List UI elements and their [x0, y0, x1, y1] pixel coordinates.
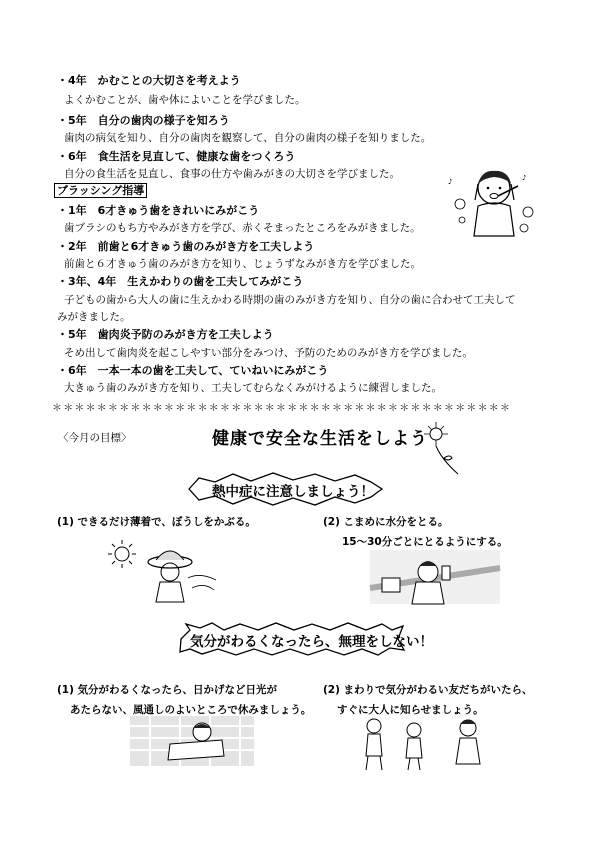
grade-item-heading: ・4年 かむことの大切さを考えよう [57, 74, 241, 87]
monthly-goal-label: 〈今月の目標〉 [58, 432, 132, 444]
brushing-item-body: 大きゅう歯のみがき方を知り、工夫してむらなくみがけるように練習しました。 [64, 382, 442, 394]
brushing-item-body: 子どもの歯から大人の歯に生えかわる時期の歯のみがき方を知り、自分の歯に合わせて工夫して [64, 294, 516, 306]
grade-item-heading: ・6年 食生活を見直して、健康な歯をつくろう [57, 150, 296, 163]
feeling-sick-tip: (1) 気分がわるくなったら、日かげなど日光が [57, 684, 278, 696]
brushing-item-heading: ・6年 一本一本の歯を工夫して、ていねいにみがこう [57, 364, 329, 377]
brushing-item-heading: ・1年 6才きゅう歯をきれいにみがこう [57, 204, 260, 217]
feeling-sick-tip: (2) まわりで気分がわるい友だちがいたら、 [323, 684, 533, 696]
brushing-item-body: 前歯と６才きゅう歯のみがき方を知り、じょうずなみがき方を学びました。 [64, 258, 421, 270]
heatstroke-tip: (1) できるだけ薄着で、ぼうしをかぶる。 [57, 516, 256, 528]
asterisk-separator: ＊＊＊＊＊＊＊＊＊＊＊＊＊＊＊＊＊＊＊＊＊＊＊＊＊＊＊＊＊＊＊＊＊＊＊＊＊＊＊＊＊ [52, 403, 512, 414]
brushing-section-title: ブラッシング指導 [54, 183, 147, 198]
heatstroke-tip: (2) こまめに水分をとる。 [323, 516, 449, 528]
child-resting-illustration [130, 716, 254, 766]
grade-item-body: 歯肉の病気を知り、自分の歯肉を観察して、自分の歯肉の様子を知りました。 [64, 132, 432, 144]
brushing-item-body: そめ出して歯肉炎を起こしやすい部分をみつけ、予防のためのみがき方を学びました。 [64, 347, 473, 359]
svg-text:♪: ♪ [448, 178, 453, 186]
svg-text:♪: ♪ [522, 174, 527, 182]
child-drinking-water-illustration [370, 548, 500, 606]
girl-brushing-illustration [448, 160, 536, 238]
monthly-goal-title: 健康で安全な生活をしよう [212, 429, 428, 449]
brushing-item-heading: ・5年 歯肉炎予防のみがき方を工夫しよう [57, 328, 274, 341]
brushing-item-heading: ・2年 前歯と6才きゅう歯のみがき方を工夫しよう [57, 240, 315, 253]
feeling-sick-tip-cont: すぐに大人に知らせましょう。 [337, 704, 484, 716]
brushing-item-body-cont: みがきました。 [57, 311, 131, 323]
heatstroke-banner-text: 熱中症に注意しましょう！ [212, 484, 374, 500]
brushing-item-heading: ・3年、4年 生えかわりの歯を工夫してみがこう [57, 275, 304, 288]
brushing-item-body: 歯ブラシのもち方やみがき方を学び、赤くそまったところをみがきました。 [64, 222, 421, 234]
grade-item-body: よくかむことが、歯や体によいことを学びました。 [64, 94, 306, 106]
feeling-sick-tip-cont: あたらない、風通しのよいところで休みましょう。 [70, 704, 312, 716]
heatstroke-tip-cont: 15～30分ごとにとるようにする。 [342, 536, 508, 548]
grade-item-heading: ・5年 自分の歯肉の様子を知ろう [57, 114, 230, 127]
child-with-hat-illustration [108, 538, 218, 604]
flower-icon [418, 420, 462, 478]
feeling-sick-banner-text: 気分がわるくなったら、無理をしない！ [190, 634, 433, 650]
grade-item-body: 自分の食生活を見直し、食事の仕方や歯みがきの大切さを学びました。 [64, 168, 400, 180]
children-telling-adult-illustration [352, 716, 492, 772]
